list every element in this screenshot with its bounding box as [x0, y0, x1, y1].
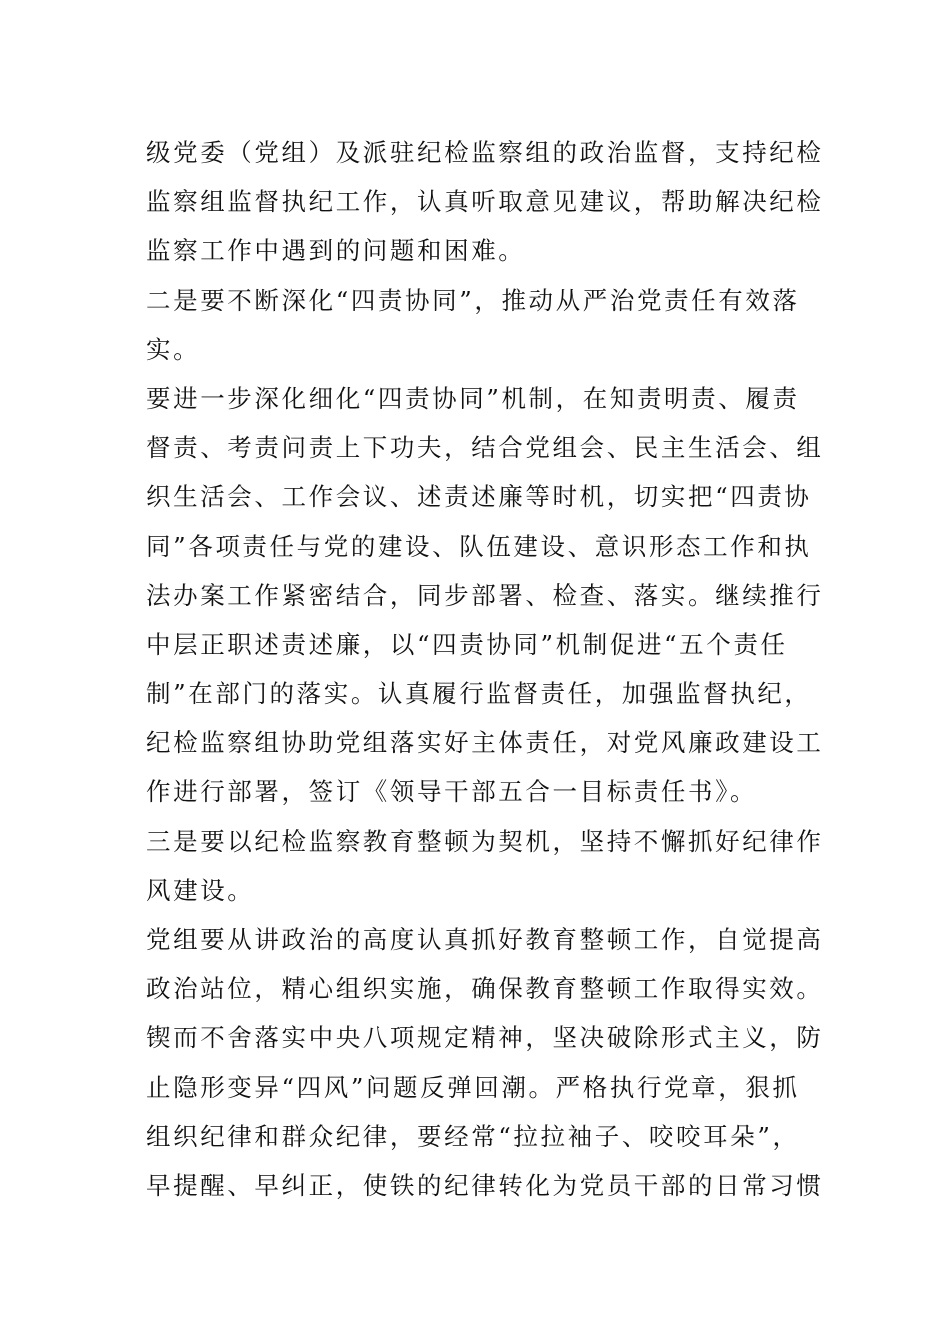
section-heading-line: 二是要不断深化“四责协同”，推动从严治党责任有效落 [146, 285, 800, 315]
text-line: 同”各项责任与党的建设、队伍建设、意识形态工作和执 [146, 531, 812, 561]
section-heading-line: 实。 [146, 334, 201, 364]
text-line: 督责、考责问责上下功夫，结合党组会、民主生活会、组 [146, 433, 824, 463]
text-line: 纪检监察组协助党组落实好主体责任，对党风廉政建设工 [146, 728, 824, 758]
text-line: 级党委（党组）及派驻纪检监察组的政治监督，支持纪检 [146, 138, 824, 167]
text-line: 监察工作中遇到的问题和困难。 [146, 236, 526, 266]
text-line: 组织纪律和群众纪律，要经常“拉拉袖子、咬咬耳朵”， [146, 1121, 800, 1151]
text-line: 止隐形变异“四风”问题反弹回潮。严格执行党章，狠抓 [146, 1072, 800, 1102]
text-line: 要进一步深化细化“四责协同”机制，在知责明责、履责 [146, 383, 800, 413]
text-line: 党组要从讲政治的高度认真抓好教育整顿工作，自觉提高 [146, 925, 824, 954]
text-line: 政治站位，精心组织实施，确保教育整顿工作取得实效。 [146, 974, 824, 1004]
section-heading-line: 风建设。 [146, 875, 255, 905]
text-line: 法办案工作紧密结合，同步部署、检查、落实。继续推行 [146, 580, 824, 610]
section-heading-line: 三是要以纪检监察教育整顿为契机，坚持不懈抓好纪律作 [146, 826, 824, 856]
text-line: 作进行部署，签订《领导干部五合一目标责任书》。 [146, 777, 758, 807]
text-line: 织生活会、工作会议、述责述廉等时机，切实把“四责协 [146, 482, 812, 512]
text-line: 监察组监督执纪工作，认真听取意见建议，帮助解决纪检 [146, 187, 824, 217]
text-line: 制”在部门的落实。认真履行监督责任，加强监督执纪， [146, 679, 812, 709]
document-body [146, 128, 824, 1210]
text-line: 中层正职述责述廉，以“四责协同”机制促进“五个责任 [146, 629, 788, 659]
text-line: 锲而不舍落实中央八项规定精神，坚决破除形式主义，防 [146, 1023, 824, 1053]
text-line: 早提醒、早纠正，使铁的纪律转化为党员干部的日常习惯 [146, 1170, 824, 1200]
